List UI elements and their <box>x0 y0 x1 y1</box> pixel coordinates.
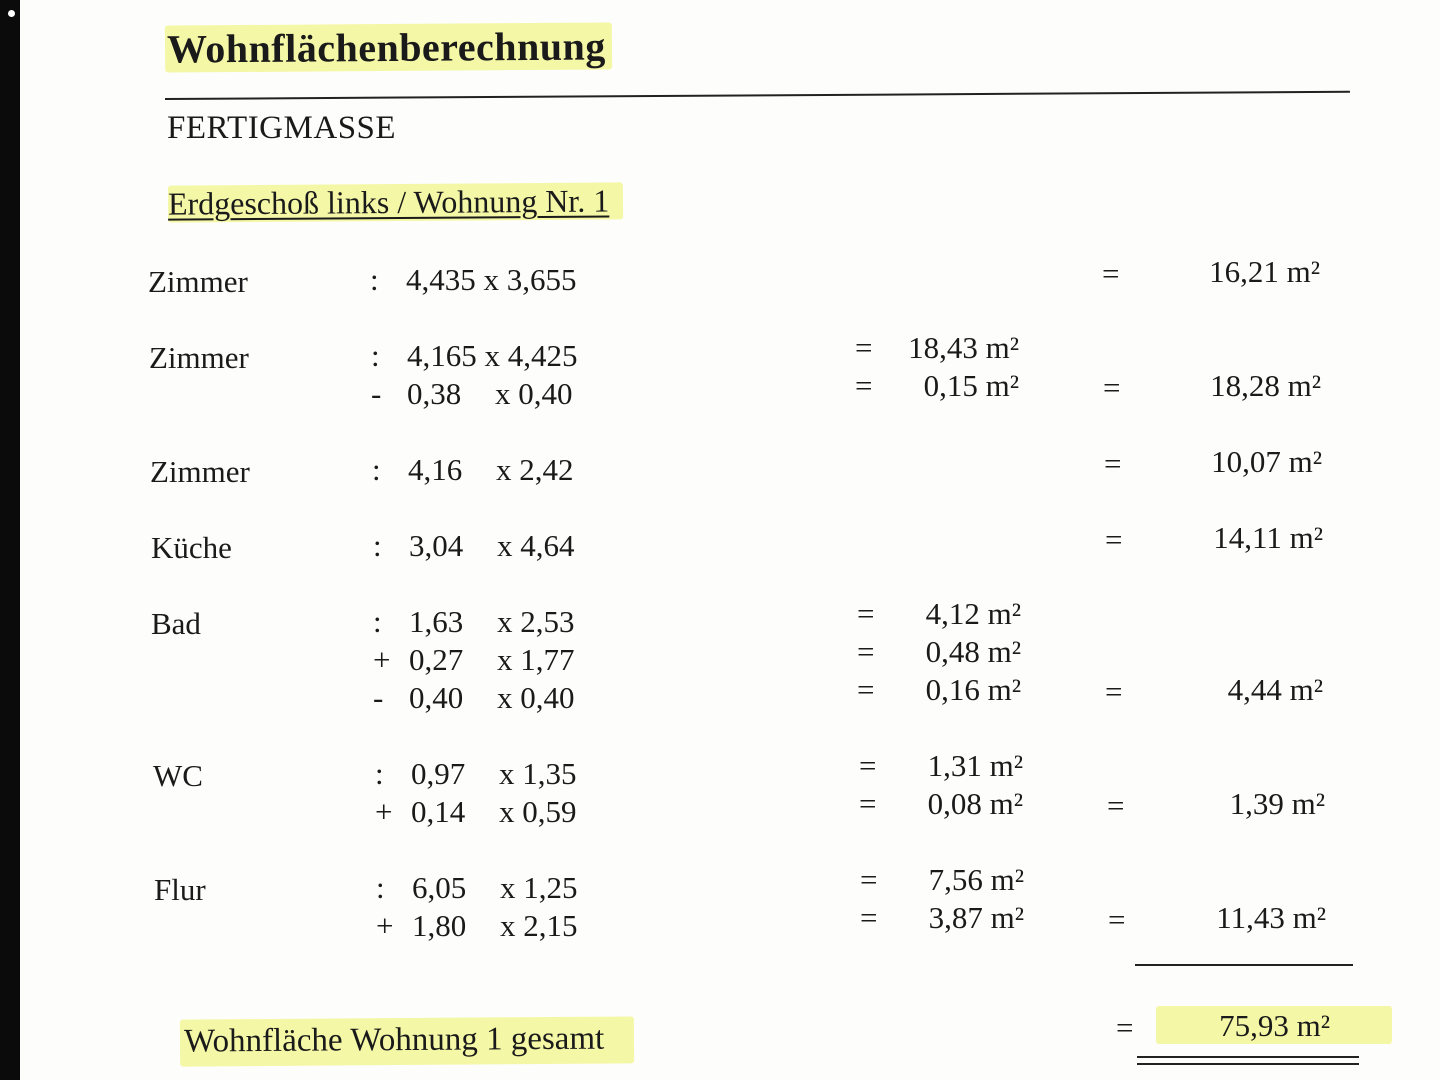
room-name: Zimmer <box>148 264 248 299</box>
total-label: Wohnfläche Wohnung 1 gesamt <box>180 1016 635 1066</box>
partial-equals: = <box>855 368 873 403</box>
factor-a: 0,40 <box>409 680 464 715</box>
total-equals: = <box>1105 522 1123 557</box>
factor-a: 0,38 <box>407 376 462 411</box>
total-equals: = <box>1116 1010 1134 1045</box>
operator: : <box>375 756 384 791</box>
factor-a: 0,14 <box>411 794 466 829</box>
partial-equals: = <box>859 748 877 783</box>
factor-b: x 0,40 <box>495 376 573 411</box>
room-name: Bad <box>151 606 201 641</box>
room-name: Küche <box>151 530 232 565</box>
factor-b: x 0,40 <box>497 680 575 715</box>
factor-b: x 2,15 <box>500 908 578 943</box>
operator: + <box>376 908 394 943</box>
partial-value: 1,31 m² <box>927 748 1023 783</box>
document-subtitle: FERTIGMASSE <box>167 110 397 146</box>
operator: : <box>373 604 382 639</box>
partial-value: 0,15 m² <box>923 368 1019 403</box>
scan-edge <box>0 0 20 1080</box>
operator: : <box>373 528 382 563</box>
partial-equals: = <box>857 634 875 669</box>
document-page <box>20 0 1440 1080</box>
partial-value: 7,56 m² <box>928 862 1024 897</box>
total-value: 18,28 m² <box>1210 368 1321 403</box>
factor-a: 0,27 <box>409 642 464 677</box>
total-value: 4,44 m² <box>1227 672 1323 707</box>
factor-a: 3,04 <box>409 528 464 563</box>
operator: : <box>371 338 380 373</box>
partial-equals: = <box>859 786 877 821</box>
factor-a: 4,16 <box>408 452 463 487</box>
title-rule <box>165 91 1350 100</box>
factor-a: 4,435 x 3,655 <box>406 262 577 297</box>
total-equals: = <box>1104 446 1122 481</box>
total-equals: = <box>1102 256 1120 291</box>
factor-b: x 1,25 <box>500 870 578 905</box>
operator: + <box>373 642 391 677</box>
total-value: 16,21 m² <box>1209 254 1320 289</box>
partial-value: 0,16 m² <box>925 672 1021 707</box>
partial-equals: = <box>860 900 878 935</box>
factor-b: x 2,53 <box>497 604 575 639</box>
partial-equals: = <box>855 330 873 365</box>
room-name: Zimmer <box>150 454 250 489</box>
room-name: Flur <box>154 872 206 907</box>
total-value: 11,43 m² <box>1216 900 1326 935</box>
factor-a: 1,63 <box>409 604 464 639</box>
factor-a: 4,165 x 4,425 <box>407 338 578 373</box>
section-heading <box>168 182 623 222</box>
operator: - <box>373 680 384 715</box>
total-value: 10,07 m² <box>1211 444 1322 479</box>
total-equals: = <box>1107 788 1125 823</box>
operator: - <box>371 376 382 411</box>
factor-a: 6,05 <box>412 870 467 905</box>
double-rule-top <box>1137 1056 1359 1058</box>
document-title: Wohnflächenberechnung <box>165 22 612 72</box>
partial-equals: = <box>860 862 878 897</box>
partial-value: 0,08 m² <box>927 786 1023 821</box>
total-equals: = <box>1108 902 1126 937</box>
partial-equals: = <box>857 672 875 707</box>
total-value: 14,11 m² <box>1213 520 1323 555</box>
partial-equals: = <box>857 596 875 631</box>
total-equals: = <box>1105 674 1123 709</box>
operator: + <box>375 794 393 829</box>
total-value: 1,39 m² <box>1229 786 1325 821</box>
factor-b: x 2,42 <box>496 452 574 487</box>
factor-b: x 1,35 <box>499 756 577 791</box>
operator: : <box>372 452 381 487</box>
partial-value: 4,12 m² <box>925 596 1021 631</box>
partial-value: 0,48 m² <box>925 634 1021 669</box>
section-heading-text: Erdgeschoß links / Wohnung Nr. 1 <box>167 182 610 222</box>
room-name: Zimmer <box>149 340 249 375</box>
double-rule-bottom <box>1137 1063 1359 1065</box>
factor-a: 0,97 <box>411 756 466 791</box>
operator: : <box>370 262 379 297</box>
total-equals: = <box>1103 370 1121 405</box>
total-value: 75,93 m² <box>1219 1008 1330 1043</box>
scan-dot <box>8 10 15 17</box>
operator: : <box>376 870 385 905</box>
partial-value: 3,87 m² <box>928 900 1024 935</box>
sum-rule <box>1135 964 1353 966</box>
partial-value: 18,43 m² <box>908 330 1019 365</box>
factor-b: x 4,64 <box>497 528 575 563</box>
room-name: WC <box>153 758 203 793</box>
factor-b: x 0,59 <box>499 794 577 829</box>
factor-b: x 1,77 <box>497 642 575 677</box>
factor-a: 1,80 <box>412 908 467 943</box>
